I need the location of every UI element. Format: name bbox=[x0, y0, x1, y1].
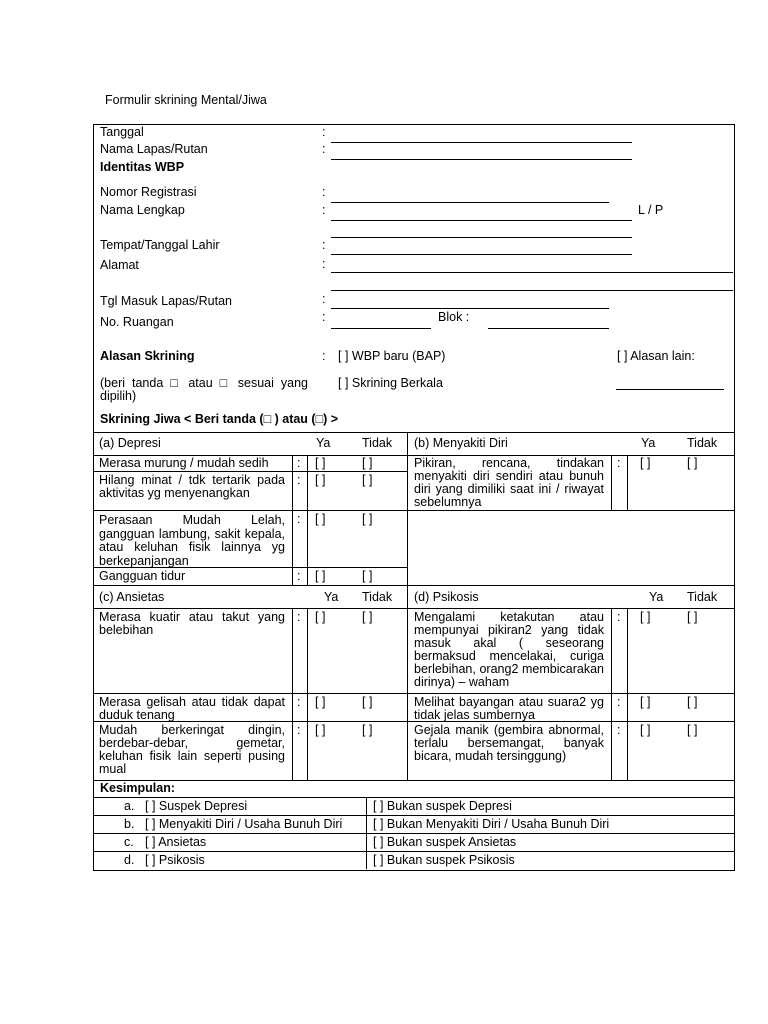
option-wbp-baru[interactable]: [ ] WBP baru (BAP) bbox=[338, 349, 446, 363]
grid-line bbox=[93, 432, 734, 433]
kesimpulan-a-left[interactable]: [ ] Suspek Depresi bbox=[145, 799, 248, 813]
colon: : bbox=[617, 695, 621, 709]
colon: : bbox=[322, 125, 326, 139]
psikosis-item-3: Gejala manik (gembira abnormal, terlalu bersemangat, banyak bicara, mudah tersinggung) bbox=[414, 723, 604, 763]
col-ya: Ya bbox=[649, 590, 664, 604]
grid-line bbox=[93, 780, 734, 781]
depresi-1-tidak-check[interactable]: [ ] bbox=[362, 456, 373, 470]
grid-line bbox=[307, 608, 308, 780]
menyakiti-1-ya-check[interactable]: [ ] bbox=[640, 456, 651, 470]
tempat-lahir-field-2[interactable] bbox=[331, 254, 632, 255]
grid-line bbox=[627, 608, 628, 780]
colon: : bbox=[297, 473, 301, 487]
tgl-masuk-field[interactable] bbox=[331, 308, 609, 309]
alasan-lain-field[interactable] bbox=[616, 389, 724, 390]
identitas-heading: Identitas WBP bbox=[100, 160, 185, 174]
no-ruangan-field[interactable] bbox=[331, 328, 431, 329]
label-tanggal: Tanggal bbox=[100, 125, 144, 139]
depresi-4-ya-check[interactable]: [ ] bbox=[315, 569, 326, 583]
grid-line bbox=[292, 455, 293, 585]
grid-line bbox=[93, 851, 734, 852]
colon: : bbox=[617, 723, 621, 737]
grid-line bbox=[366, 797, 367, 869]
colon: : bbox=[297, 569, 301, 583]
label-nama-lengkap: Nama Lengkap bbox=[100, 203, 185, 217]
col-tidak: Tidak bbox=[687, 590, 718, 604]
kesimpulan-d-left[interactable]: [ ] Psikosis bbox=[145, 853, 205, 867]
colon: : bbox=[617, 456, 621, 470]
skrining-heading: Skrining Jiwa < Beri tanda (□ ) atau (□) > bbox=[100, 412, 339, 426]
col-tidak: Tidak bbox=[362, 436, 393, 450]
tanggal-field[interactable] bbox=[331, 142, 632, 143]
depresi-4-tidak-check[interactable]: [ ] bbox=[362, 569, 373, 583]
form-title: Formulir skrining Mental/Jiwa bbox=[105, 93, 267, 107]
colon: : bbox=[297, 695, 301, 709]
col-ya: Ya bbox=[641, 436, 656, 450]
psikosis-item-1: Mengalami ketakutan atau mempunyai pikiran2 yang tidak masuk akal ( seseorang bermaksud mencelakai, curiga berlebihan, orang2 membicarakan dirinya) – waham bbox=[414, 610, 604, 689]
kesimpulan-b-left[interactable]: [ ] Menyakiti Diri / Usaha Bunuh Diri bbox=[145, 817, 343, 831]
nama-lengkap-field[interactable] bbox=[331, 220, 632, 221]
psikosis-item-2: Melihat bayangan atau suara2 yg tidak jelas sumbernya bbox=[414, 695, 604, 722]
psikosis-1-tidak-check[interactable]: [ ] bbox=[687, 610, 698, 624]
section-d-label: (d) Psikosis bbox=[414, 590, 479, 604]
option-skrining-berkala[interactable]: [ ] Skrining Berkala bbox=[338, 376, 443, 390]
ansietas-item-2: Merasa gelisah atau tidak dapat duduk tenang bbox=[99, 695, 285, 722]
grid-line bbox=[611, 608, 612, 780]
grid-line bbox=[93, 815, 734, 816]
colon: : bbox=[297, 456, 301, 470]
grid-line bbox=[611, 455, 612, 510]
colon: : bbox=[322, 142, 326, 156]
colon: : bbox=[297, 610, 301, 624]
depresi-3-ya-check[interactable]: [ ] bbox=[315, 512, 326, 526]
label-tempat-tanggal-lahir: Tempat/Tanggal Lahir bbox=[100, 238, 220, 252]
kesimpulan-heading: Kesimpulan: bbox=[100, 781, 176, 795]
section-b-label: (b) Menyakiti Diri bbox=[414, 436, 508, 450]
colon: : bbox=[322, 257, 326, 271]
colon: : bbox=[322, 310, 326, 324]
menyakiti-1-tidak-check[interactable]: [ ] bbox=[687, 456, 698, 470]
ansietas-2-tidak-check[interactable]: [ ] bbox=[362, 695, 373, 709]
psikosis-2-ya-check[interactable]: [ ] bbox=[640, 695, 651, 709]
label-tgl-masuk: Tgl Masuk Lapas/Rutan bbox=[100, 294, 233, 308]
colon: : bbox=[322, 203, 326, 217]
depresi-3-tidak-check[interactable]: [ ] bbox=[362, 512, 373, 526]
alasan-instruction: (beri tanda □ atau □ sesuai yang dipilih) bbox=[100, 376, 308, 403]
label-alamat: Alamat bbox=[100, 258, 139, 272]
kesimpulan-c-right[interactable]: [ ] Bukan suspek Ansietas bbox=[373, 835, 517, 849]
psikosis-2-tidak-check[interactable]: [ ] bbox=[687, 695, 698, 709]
label-nomor-registrasi: Nomor Registrasi bbox=[100, 185, 197, 199]
grid-line bbox=[292, 608, 293, 780]
colon: : bbox=[322, 292, 326, 306]
psikosis-3-ya-check[interactable]: [ ] bbox=[640, 723, 651, 737]
col-tidak: Tidak bbox=[362, 590, 393, 604]
ansietas-3-ya-check[interactable]: [ ] bbox=[315, 723, 326, 737]
grid-line bbox=[93, 608, 734, 609]
psikosis-1-ya-check[interactable]: [ ] bbox=[640, 610, 651, 624]
kesimpulan-letter-d: d. bbox=[124, 853, 135, 867]
kesimpulan-letter-b: b. bbox=[124, 817, 135, 831]
kesimpulan-letter-a: a. bbox=[124, 799, 135, 813]
alamat-field-1[interactable] bbox=[331, 272, 733, 273]
grid-line bbox=[307, 455, 308, 585]
grid-line bbox=[93, 693, 734, 694]
depresi-item-1: Merasa murung / mudah sedih bbox=[99, 456, 269, 470]
colon: : bbox=[322, 238, 326, 252]
depresi-item-3: Perasaan Mudah Lelah, gangguan lambung, sakit kepala, atau keluhan fisik lainnya yg berkepanjangan bbox=[99, 513, 285, 568]
depresi-1-ya-check[interactable]: [ ] bbox=[315, 456, 326, 470]
alasan-heading: Alasan Skrining bbox=[100, 349, 195, 363]
ansietas-item-3: Mudah berkeringat dingin, berdebar-debar, gemetar, keluhan fisik lain seperti pusing mual bbox=[99, 723, 285, 776]
kesimpulan-c-left[interactable]: [ ] Ansietas bbox=[145, 835, 207, 849]
ansietas-2-ya-check[interactable]: [ ] bbox=[315, 695, 326, 709]
kesimpulan-letter-c: c. bbox=[124, 835, 134, 849]
blok-field[interactable] bbox=[488, 328, 609, 329]
depresi-2-tidak-check[interactable]: [ ] bbox=[362, 473, 373, 487]
colon: : bbox=[617, 610, 621, 624]
ansietas-1-tidak-check[interactable]: [ ] bbox=[362, 610, 373, 624]
col-ya: Ya bbox=[316, 436, 331, 450]
alamat-field-2[interactable] bbox=[331, 290, 733, 291]
label-no-ruangan: No. Ruangan bbox=[100, 315, 174, 329]
grid-line bbox=[407, 432, 408, 780]
depresi-item-4: Gangguan tidur bbox=[99, 569, 186, 583]
gender-option[interactable]: L / P bbox=[638, 203, 664, 217]
nomor-registrasi-field[interactable] bbox=[331, 202, 609, 203]
col-tidak: Tidak bbox=[687, 436, 718, 450]
kesimpulan-a-right[interactable]: [ ] Bukan suspek Depresi bbox=[373, 799, 512, 813]
depresi-2-ya-check[interactable]: [ ] bbox=[315, 473, 326, 487]
ansietas-item-1: Merasa kuatir atau takut yang belebihan bbox=[99, 610, 285, 637]
section-a-label: (a) Depresi bbox=[99, 436, 161, 450]
kesimpulan-d-right[interactable]: [ ] Bukan suspek Psikosis bbox=[373, 853, 515, 867]
ansietas-3-tidak-check[interactable]: [ ] bbox=[362, 723, 373, 737]
colon: : bbox=[322, 185, 326, 199]
colon: : bbox=[322, 349, 326, 363]
tempat-lahir-field-1[interactable] bbox=[331, 237, 632, 238]
ansietas-1-ya-check[interactable]: [ ] bbox=[315, 610, 326, 624]
grid-line bbox=[93, 471, 407, 472]
colon: : bbox=[297, 723, 301, 737]
grid-line bbox=[93, 833, 734, 834]
col-ya: Ya bbox=[324, 590, 339, 604]
grid-line bbox=[93, 510, 734, 511]
label-nama-lapas: Nama Lapas/Rutan bbox=[100, 142, 208, 156]
grid-line bbox=[93, 585, 734, 586]
option-alasan-lain[interactable]: [ ] Alasan lain: bbox=[617, 349, 695, 363]
grid-line bbox=[93, 797, 734, 798]
label-blok: Blok : bbox=[438, 310, 470, 324]
menyakiti-item-1: Pikiran, rencana, tindakan menyakiti diri sendiri atau bunuh diri yang dimiliki saat ini / riwayat sebelumnya bbox=[414, 456, 604, 509]
section-c-label: (c) Ansietas bbox=[99, 590, 165, 604]
kesimpulan-b-right[interactable]: [ ] Bukan Menyakiti Diri / Usaha Bunuh Diri bbox=[373, 817, 610, 831]
nama-lapas-field[interactable] bbox=[331, 159, 632, 160]
grid-line bbox=[627, 455, 628, 510]
colon: : bbox=[297, 512, 301, 526]
psikosis-3-tidak-check[interactable]: [ ] bbox=[687, 723, 698, 737]
depresi-item-2: Hilang minat / tdk tertarik pada aktivitas yg menyenangkan bbox=[99, 473, 285, 500]
